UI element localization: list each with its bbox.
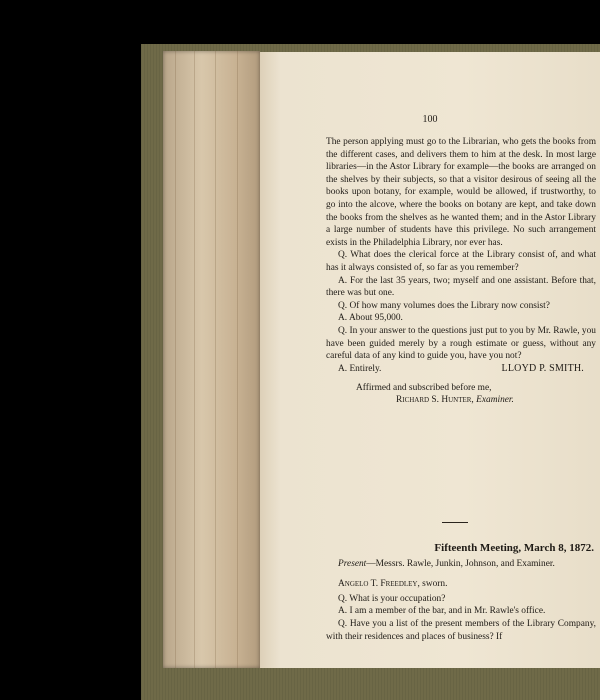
witness-sworn: sworn. <box>419 579 448 590</box>
present-label: Present <box>338 558 367 569</box>
qa-line: Q. What does the clerical force at the Library consist of, and what has it always consisted of, so far as you remember? <box>326 250 596 273</box>
witness-name: Angelo T. Freedley, <box>338 579 420 590</box>
qa-line: Q. Of how many volumes does the Library now consist? <box>338 300 550 311</box>
affirmation-line: Affirmed and subscribed before me, <box>356 382 492 393</box>
qa-line: A. Entirely. <box>338 363 382 374</box>
qa-block-2 <box>326 593 596 643</box>
book-page <box>260 52 600 668</box>
edge-line <box>194 51 195 668</box>
present-text: —Messrs. Rawle, Junkin, Johnson, and Examiner. <box>366 558 555 569</box>
examiner-line <box>396 394 596 407</box>
examiner-name: Richard S. Hunter, <box>396 395 474 406</box>
paragraph-1-text: The person applying must go to the Librarian, who gets the books from the different cases, and delivers them to him at the desk. In most large libraries—in the Astor Library for example—the books are arranged on the shelves by their subjects, so that a visitor desirous of seeing all the books upon botany, for example, would be allowed, if trustworthy, to go into the alcove, where the books on botany are kept, and take down the books from the shelves as he wanted them; and in the Astor Library a large number of students have this privilege. No such arrangement exists in the Philadelphia Library, nor ever has. <box>326 137 596 248</box>
qa-line: A. For the last 35 years, two; myself and one assistant. Before that, there was but one. <box>326 275 596 299</box>
edge-line <box>237 51 238 668</box>
qa-line: Q. Have you a list of the present members of the Library Company, with their residences and places of business? If <box>326 618 596 642</box>
page-number: 100 <box>422 114 438 125</box>
section-divider <box>442 522 468 523</box>
page-text <box>326 136 596 407</box>
qa-line: A. About 95,000. <box>338 313 403 324</box>
edge-line <box>175 51 176 668</box>
present-line <box>326 558 596 571</box>
qa-line: A. I am a member of the bar, and in Mr. Rawle's office. <box>338 606 546 617</box>
meeting-section <box>326 542 596 643</box>
meeting-heading: Fifteenth Meeting, March 8, 1872. <box>434 542 594 554</box>
witness-line <box>326 578 596 591</box>
qa-block <box>326 249 596 375</box>
signature: LLOYD P. SMITH. <box>501 363 584 375</box>
edge-line <box>215 51 216 668</box>
page-edges <box>163 51 260 668</box>
qa-line: Q. In your answer to the questions just put to you by Mr. Rawle, you have been guided merely by a rough estimate or guess, without any careful data of any kind to guide you, have you not? <box>326 325 596 362</box>
examiner-title: Examiner. <box>476 395 514 406</box>
qa-line: Q. What is your occupation? <box>338 593 446 604</box>
paragraph-1 <box>326 136 596 249</box>
